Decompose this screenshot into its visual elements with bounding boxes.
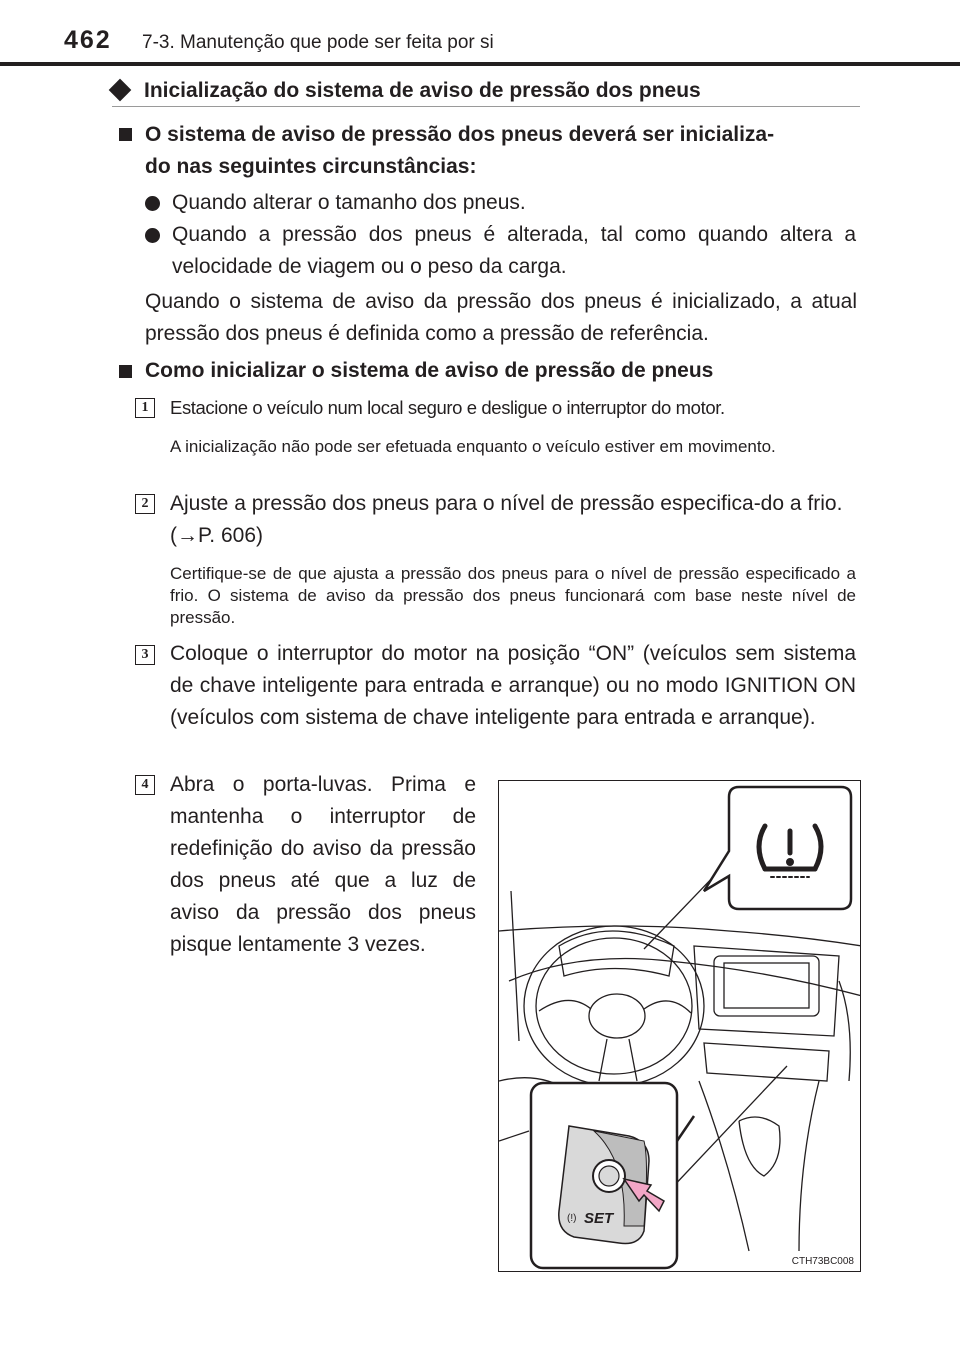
step-note: A inicialização não pode ser efetuada enquanto o veículo estiver em movimento. bbox=[170, 437, 776, 456]
warning-lamp-callout bbox=[704, 787, 851, 909]
round-bullet-icon bbox=[145, 228, 160, 243]
step-number: 3 bbox=[135, 645, 155, 665]
step-note: Certifique-se de que ajusta a pressão dos pneus para o nível de pressão especificado a frio. O sistema de aviso da pressão dos pneus funcionará com base neste nível de pressão. bbox=[170, 564, 856, 627]
diamond-icon bbox=[109, 79, 132, 102]
set-button-label: SET bbox=[584, 1210, 614, 1227]
when-heading-line1: O sistema de aviso de pressão dos pneus deverá ser inicializa- bbox=[145, 123, 775, 146]
step-title: Estacione o veículo num local seguro e desligue o interruptor do motor. bbox=[170, 397, 725, 418]
when-heading bbox=[145, 119, 865, 183]
dashboard-illustration bbox=[498, 780, 861, 1272]
section-title: Inicialização do sistema de aviso de pressão dos pneus bbox=[144, 79, 701, 102]
step-number: 1 bbox=[135, 398, 155, 418]
page-number: 462 bbox=[64, 26, 112, 54]
section-heading bbox=[112, 78, 860, 107]
dashboard-drawing bbox=[499, 781, 861, 1272]
square-bullet-icon bbox=[119, 128, 132, 141]
svg-text:(!): (!) bbox=[567, 1213, 577, 1224]
illustration-code: CTH73BC008 bbox=[791, 1256, 854, 1267]
when-heading-line2: do nas seguintes circunstâncias: bbox=[145, 155, 477, 178]
step-title: Abra o porta-luvas. Prima e mantenha o interruptor de redefinição do aviso da pressão dos pneus até que a luz de aviso da pressão dos pneus pisque lentamente 3 vezes. bbox=[170, 773, 476, 956]
set-button-callout bbox=[531, 1083, 694, 1268]
square-bullet-icon bbox=[119, 365, 132, 378]
step-number: 2 bbox=[135, 494, 155, 514]
round-bullet-icon bbox=[145, 196, 160, 211]
header-rule bbox=[0, 62, 960, 66]
reference-note: Quando o sistema de aviso da pressão dos pneus é inicializado, a atual pressão dos pneus é definida como a pressão de referência. bbox=[145, 290, 857, 345]
how-heading: Como inicializar o sistema de aviso de pressão de pneus bbox=[145, 359, 714, 382]
step-title: Coloque o interruptor do motor na posição “ON” (veículos sem sistema de chave inteligente para entrada e arranque) ou no modo IGNITION ON (veículos com sistema de chave inteligente para entrada e arranque). bbox=[170, 642, 856, 729]
step-title: Ajuste a pressão dos pneus para o nível de pressão especifica-do a frio. (→P. 606) bbox=[170, 492, 843, 547]
bullet-item: Quando alterar o tamanho dos pneus. bbox=[172, 191, 526, 214]
step-number: 4 bbox=[135, 775, 155, 795]
bullet-item: Quando a pressão dos pneus é alterada, tal como quando altera a velocidade de viagem ou o peso da carga. bbox=[172, 223, 856, 278]
chapter-title: 7-3. Manutenção que pode ser feita por si bbox=[142, 32, 494, 53]
